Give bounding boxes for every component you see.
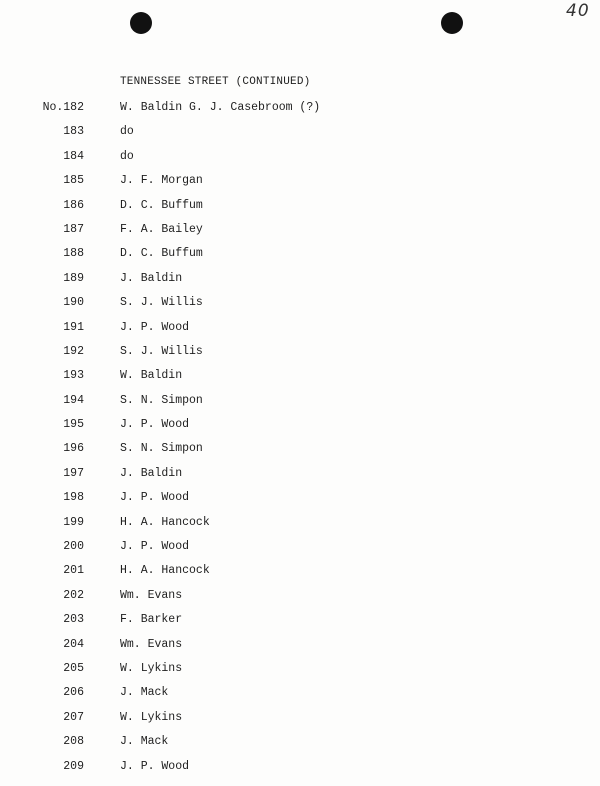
entry-name: S. N. Simpon	[120, 393, 203, 407]
list-item	[0, 465, 600, 489]
entry-name: W. Baldin G. J. Casebroom (?)	[120, 101, 321, 114]
entry-name: S. J. Willis	[120, 296, 203, 310]
entry-name: J. P. Wood	[120, 320, 190, 334]
entry-number: 205	[63, 661, 84, 675]
entry-name: W. Lykins	[120, 710, 183, 724]
list-item	[0, 538, 600, 562]
list-item	[0, 270, 600, 294]
entry-name: H. A. Hancock	[120, 515, 210, 529]
list-item	[0, 99, 600, 123]
list-item	[0, 684, 600, 708]
list-item	[0, 587, 600, 611]
entry-name: do	[120, 125, 134, 139]
punch-hole-right	[441, 12, 463, 34]
list-item	[0, 123, 600, 147]
entry-list	[0, 99, 600, 782]
entry-number: 195	[63, 418, 84, 432]
entry-number: 191	[63, 320, 84, 334]
entry-name: J. P. Wood	[120, 418, 190, 432]
list-item	[0, 514, 600, 538]
entry-number: 197	[63, 466, 84, 480]
list-item	[0, 172, 600, 196]
list-item	[0, 294, 600, 318]
entry-number: 200	[63, 540, 84, 554]
entry-number: 201	[63, 564, 84, 578]
entry-number: 196	[63, 442, 84, 456]
entry-name: D. C. Buffum	[120, 198, 203, 212]
punch-hole-left	[130, 12, 152, 34]
entry-name: F. A. Bailey	[120, 222, 203, 236]
entry-name: H. A. Hancock	[120, 564, 210, 578]
list-item	[0, 245, 600, 269]
list-item	[0, 319, 600, 343]
entry-number: 193	[63, 369, 84, 383]
entry-number: 194	[63, 393, 84, 407]
list-item	[0, 367, 600, 391]
list-item	[0, 562, 600, 586]
list-item	[0, 392, 600, 416]
list-item	[0, 709, 600, 733]
entry-name: J. P. Wood	[120, 491, 190, 505]
list-item	[0, 611, 600, 635]
entry-name: S. N. Simpon	[120, 442, 203, 456]
entry-number: 189	[63, 271, 84, 285]
entry-name: D. C. Buffum	[120, 247, 203, 261]
entry-number: 209	[63, 759, 84, 773]
entry-number: 207	[63, 710, 84, 724]
entry-number: 204	[63, 637, 84, 651]
page-number: 40	[566, 1, 590, 21]
entry-name: do	[120, 149, 134, 163]
entry-number: 192	[63, 344, 84, 358]
list-item	[0, 440, 600, 464]
entry-number: 190	[63, 296, 84, 310]
entry-name: J. Baldin	[120, 466, 183, 480]
entry-number: 199	[63, 515, 84, 529]
entry-name: W. Baldin	[120, 369, 183, 383]
entry-number: 183	[63, 125, 84, 139]
entry-name: W. Lykins	[120, 661, 183, 675]
entry-number: 206	[63, 686, 84, 700]
entry-number: 198	[63, 491, 84, 505]
list-item	[0, 148, 600, 172]
list-item	[0, 197, 600, 221]
entry-name: J. Mack	[120, 686, 169, 700]
list-item	[0, 343, 600, 367]
list-item	[0, 416, 600, 440]
entry-name: J. F. Morgan	[120, 174, 203, 188]
entry-number: 188	[63, 247, 84, 261]
entry-number: 186	[63, 198, 84, 212]
list-item	[0, 636, 600, 660]
entry-name: Wm. Evans	[120, 588, 183, 602]
entry-number: 184	[63, 149, 84, 163]
list-item	[0, 221, 600, 245]
entry-name: J. Mack	[120, 735, 169, 749]
entry-name: J. P. Wood	[120, 540, 190, 554]
page-heading: TENNESSEE STREET (CONTINUED)	[120, 76, 311, 88]
entry-name: S. J. Willis	[120, 344, 203, 358]
entry-name: J. P. Wood	[120, 759, 190, 773]
entry-number: 208	[63, 735, 84, 749]
entry-name: Wm. Evans	[120, 637, 183, 651]
entry-name: F. Barker	[120, 613, 183, 627]
entry-number: 185	[63, 174, 84, 188]
list-item	[0, 489, 600, 513]
entry-number: 187	[63, 222, 84, 236]
entry-number: 203	[63, 613, 84, 627]
entry-number: No.182	[42, 101, 84, 114]
entry-name: J. Baldin	[120, 271, 183, 285]
entry-number: 202	[63, 588, 84, 602]
list-item	[0, 758, 600, 782]
list-item	[0, 660, 600, 684]
list-item	[0, 733, 600, 757]
